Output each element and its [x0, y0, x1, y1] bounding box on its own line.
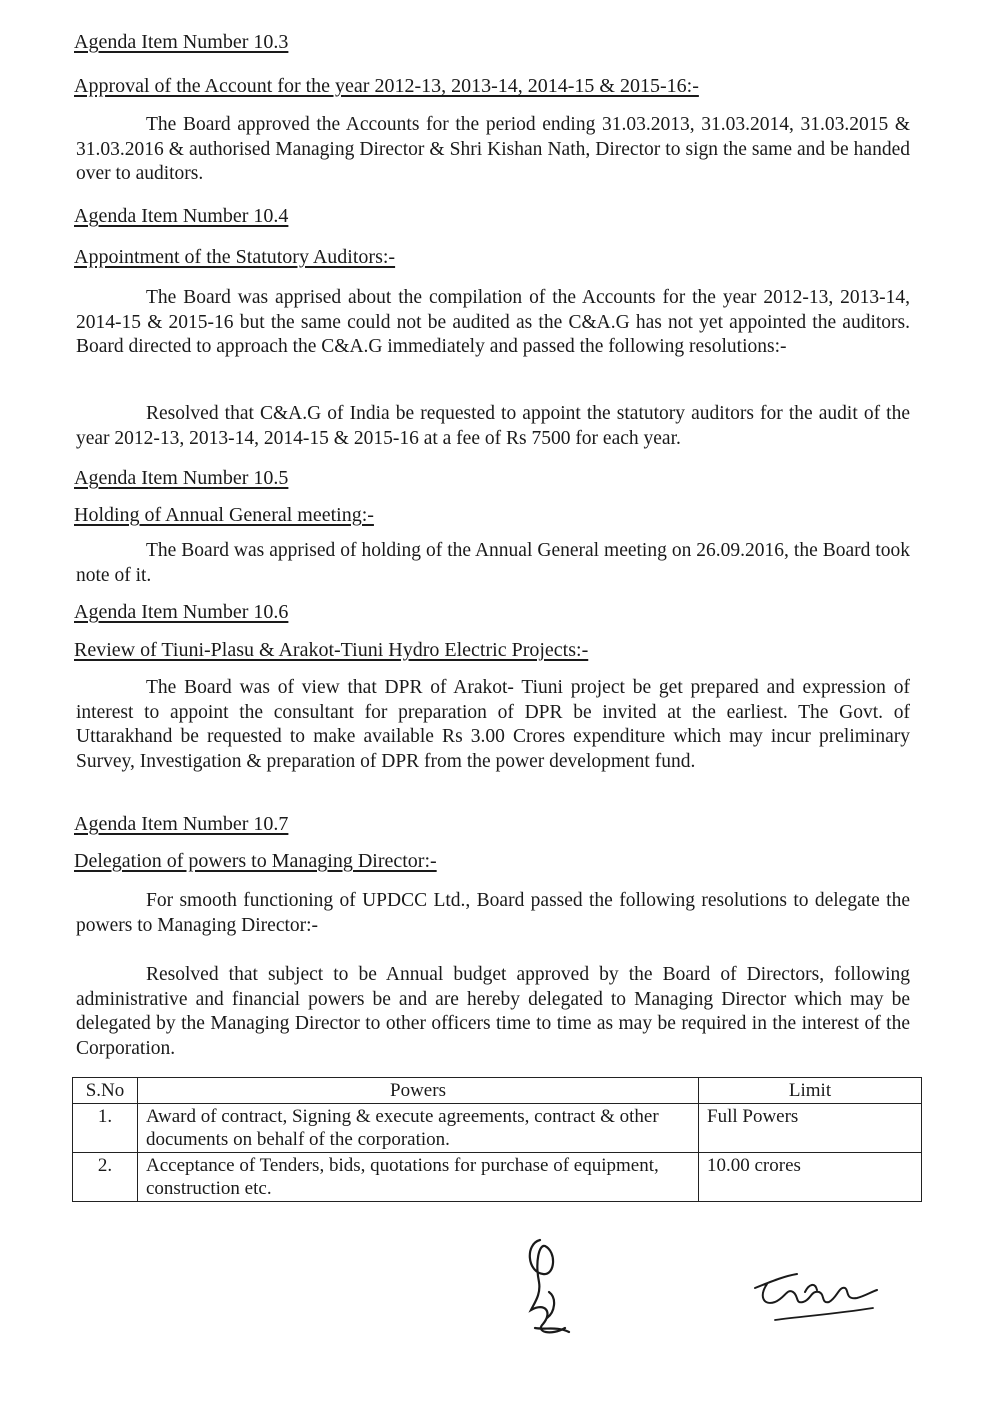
row-1-limit: Full Powers — [699, 1104, 922, 1153]
row-1-sno: 1. — [73, 1104, 138, 1153]
paragraph-10-7-2: Resolved that subject to be Annual budget approved by the Board of Directors, following administrative and financial powers be and are hereby delegated to Managing Director which may be delegated by the Managing Director to other officers time to time as may be required in the interest of the Corporation. — [76, 964, 910, 1059]
agenda-title-10-7: Delegation of powers to Managing Director:- — [74, 850, 437, 872]
paragraph-10-3-1: The Board approved the Accounts for the period ending 31.03.2013, 31.03.2014, 31.03.2015 & 31.03.2016 & authorised Managing Director & Shri Kishan Nath, Director to sign the same and be handed over to auditors. — [76, 114, 910, 184]
row-2-limit: 10.00 crores — [699, 1153, 922, 1202]
agenda-title-10-3: Approval of the Account for the year 2012-13, 2013-14, 2014-15 & 2015-16:- — [74, 75, 699, 97]
header-sno: S.No — [73, 1078, 138, 1104]
table-row — [73, 1104, 922, 1153]
table-row — [73, 1153, 922, 1202]
paragraph-10-6-1: The Board was of view that DPR of Arakot- Tiuni project be get prepared and expression of interest to appoint the consultant for preparation of DPR be invited at the earliest. The Govt. of Uttarakhand be requested to make available Rs 3.00 Crores expenditure which may incur preliminary Survey, Investigation & preparation of DPR from the power development fund. — [76, 677, 910, 772]
agenda-title-10-4: Appointment of the Statutory Auditors:- — [74, 246, 396, 268]
paragraph-10-4-1: The Board was apprised about the compilation of the Accounts for the year 2012-13, 2013-14, 2014-15 & 2015-16 but the same could not be audited as the C&A.G has not yet appointed the auditors. Board directed to approach the C&A.G immediately and passed the following resolutions:- — [76, 287, 910, 357]
agenda-heading-10-3: Agenda Item Number 10.3 — [74, 31, 289, 53]
header-limit: Limit — [699, 1078, 922, 1104]
row-1-powers: Award of contract, Signing & execute agreements, contract & other documents on behalf of the corporation. — [138, 1104, 699, 1153]
paragraph-10-5-1: The Board was apprised of holding of the Annual General meeting on 26.09.2016, the Board took note of it. — [76, 540, 910, 586]
agenda-title-10-6: Review of Tiuni-Plasu & Arakot-Tiuni Hydro Electric Projects:- — [74, 639, 589, 661]
powers-table — [72, 1077, 922, 1202]
agenda-heading-10-5: Agenda Item Number 10.5 — [74, 467, 289, 489]
table-header-row — [73, 1078, 922, 1104]
agenda-heading-10-4: Agenda Item Number 10.4 — [74, 205, 289, 227]
row-2-sno: 2. — [73, 1153, 138, 1202]
paragraph-10-4-2: Resolved that C&A.G of India be requested to appoint the statutory auditors for the audit of the year 2012-13, 2013-14, 2014-15 & 2015-16 at a fee of Rs 7500 for each year. — [76, 403, 910, 449]
paragraph-10-7-1: For smooth functioning of UPDCC Ltd., Board passed the following resolutions to delegate the powers to Managing Director:- — [76, 890, 910, 936]
row-2-powers: Acceptance of Tenders, bids, quotations for purchase of equipment, construction etc. — [138, 1153, 699, 1202]
header-powers: Powers — [138, 1078, 699, 1104]
signature-right-icon — [745, 1262, 885, 1332]
agenda-title-10-5: Holding of Annual General meeting:- — [74, 504, 374, 526]
signature-left-icon — [505, 1232, 595, 1342]
agenda-heading-10-6: Agenda Item Number 10.6 — [74, 601, 289, 623]
agenda-heading-10-7: Agenda Item Number 10.7 — [74, 813, 289, 835]
